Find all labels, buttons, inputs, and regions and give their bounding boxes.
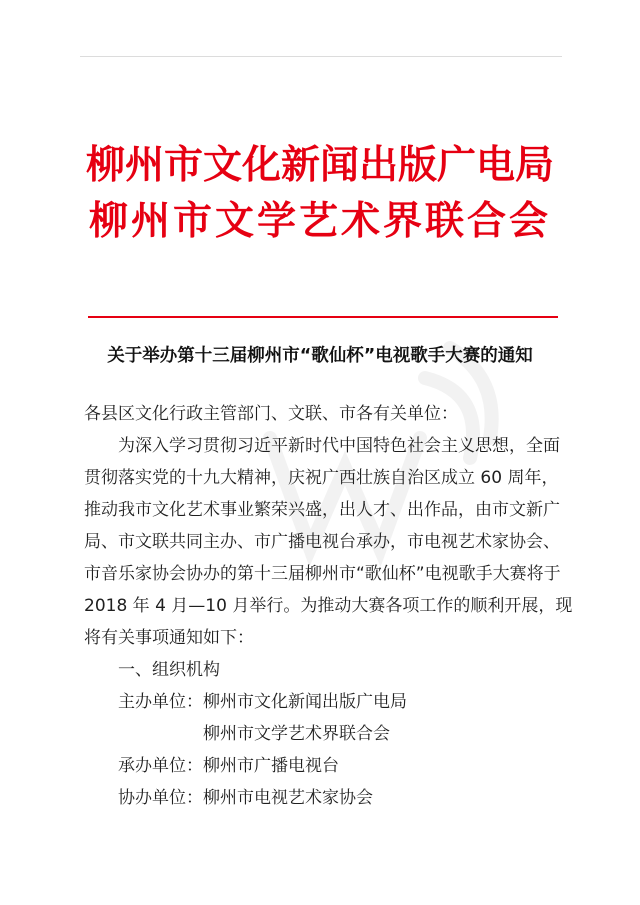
paragraph-line-1: 为深入学习贯彻习近平新时代中国特色社会主义思想，全面 xyxy=(118,436,560,456)
organizer-undertaker: 柳州市广播电视台 xyxy=(203,756,339,776)
organizer-coorganizer: 柳州市电视艺术家协会 xyxy=(203,788,373,808)
organizer-host-2: 柳州市文学艺术界联合会 xyxy=(203,724,390,744)
paragraph-line-4: 局、市文联共同主办、市广播电视台承办，市电视艺术家协会、 xyxy=(84,532,560,552)
notice-title: 关于举办第十三届柳州市“歌仙杯”电视歌手大赛的通知 xyxy=(107,346,533,366)
organizer-label-host: 主办单位： xyxy=(118,692,203,712)
section-heading: 一、组织机构 xyxy=(118,660,220,680)
issuer-name-2: 柳州市文学艺术界联合会 xyxy=(88,199,551,244)
paragraph-line-7: 将有关事项通知如下： xyxy=(84,628,254,648)
paragraph-line-2: 贯彻落实党的十九大精神，庆祝广西壮族自治区成立 60 周年， xyxy=(84,468,559,488)
organizer-label-coorganizer: 协办单位： xyxy=(118,788,203,808)
paragraph-line-5: 市音乐家协会协办的第十三届柳州市“歌仙杯”电视歌手大赛将于 xyxy=(84,564,561,584)
paragraph-line-3: 推动我市文化艺术事业繁荣兴盛，出人才、出作品，由市文新广 xyxy=(84,500,560,520)
issuer-name-1: 柳州市文化新闻出版广电局 xyxy=(85,143,554,188)
paragraph-line-6: 2018 年 4 月—10 月举行。为推动大赛各项工作的顺利开展，现 xyxy=(84,596,573,616)
organizer-host-1: 柳州市文化新闻出版广电局 xyxy=(203,692,407,712)
organizer-label-undertaker: 承办单位： xyxy=(118,756,203,776)
salutation: 各县区文化行政主管部门、文联、市各有关单位： xyxy=(84,404,458,424)
top-divider xyxy=(80,56,562,57)
